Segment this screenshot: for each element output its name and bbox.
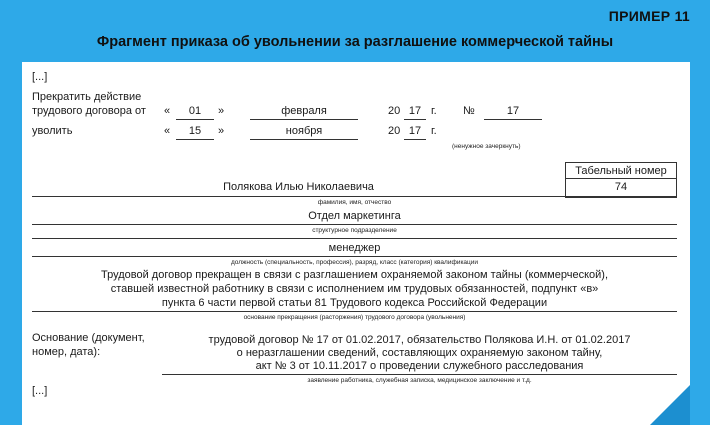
quote-close-2: »	[218, 125, 225, 137]
basis-line-2: о неразглашении сведений, составляющих охраняемую законом тайну,	[236, 347, 603, 359]
contract-year-suffix: г.	[431, 105, 437, 117]
basis-line-3: акт № 3 от 10.11.2017 о проведении служебного расследования	[255, 360, 584, 372]
order-document	[22, 62, 690, 425]
basis-label-line1: Основание (документ,	[32, 332, 145, 344]
number-sign: №	[463, 105, 475, 117]
contract-number: 17	[506, 105, 520, 117]
dismiss-year-suffix: г.	[431, 125, 437, 137]
dismiss-year: 17	[408, 125, 422, 137]
ellipsis-bottom: [...]	[32, 385, 48, 397]
ground-line-1: Трудовой договор прекращен в связи с разглашением охраняемой законом тайны (коммерческой),	[101, 269, 608, 281]
terminate-label-line1: Прекратить действие	[32, 91, 142, 103]
tab-number-value: 74	[614, 181, 628, 193]
example-label: ПРИМЕР 11	[608, 8, 690, 24]
department-caption: структурное подразделение	[312, 227, 397, 234]
ellipsis-top: [...]	[32, 71, 48, 83]
tab-number-divider	[565, 178, 677, 179]
contract-day-line	[176, 119, 214, 120]
contract-year-line	[404, 119, 426, 120]
department-line-2	[32, 238, 677, 239]
dismiss-day: 15	[188, 125, 202, 137]
dismiss-day-line	[176, 139, 214, 140]
department-line	[32, 224, 677, 225]
ground-line-2: ставшей известной работнику в связи с исполнением им трудовых обязанностей, подпункт «в»	[110, 283, 599, 295]
folded-corner	[650, 385, 690, 425]
contract-day: 01	[188, 105, 202, 117]
basis-line-1: трудовой договор № 17 от 01.02.2017, обязательство Полякова И.Н. от 01.02.2017	[208, 334, 631, 346]
dismiss-month: ноября	[285, 125, 323, 137]
contract-year-prefix: 20	[388, 105, 401, 117]
dismiss-year-prefix: 20	[388, 125, 401, 137]
basis-caption: заявление работника, служебная записка, медицинское заключение и т.д.	[307, 377, 532, 384]
page-title: Фрагмент приказа об увольнении за разглашение коммерческой тайны	[96, 34, 614, 50]
contract-year: 17	[408, 105, 422, 117]
department: Отдел маркетинга	[308, 210, 401, 222]
ground-caption: основание прекращения (расторжения) трудового договора (увольнения)	[243, 314, 466, 321]
dismiss-month-line	[250, 139, 358, 140]
basis-line	[162, 374, 677, 375]
terminate-label-line2: трудового договора от	[32, 105, 146, 117]
contract-number-line	[484, 119, 542, 120]
name-line	[32, 196, 677, 197]
name-caption: фамилия, имя, отчество	[317, 199, 392, 206]
contract-month: февраля	[281, 105, 327, 117]
ground-line-3: пункта 6 части первой статьи 81 Трудового кодекса Российской Федерации	[161, 297, 548, 309]
quote-open-2: «	[164, 125, 171, 137]
quote-close: »	[218, 105, 225, 117]
dismiss-label: уволить	[32, 125, 73, 137]
employee-name: Полякова Илью Николаевича	[223, 181, 374, 193]
quote-open: «	[164, 105, 171, 117]
position-line	[32, 256, 677, 257]
position: менеджер	[328, 242, 381, 254]
tab-number-header: Табельный номер	[575, 165, 667, 177]
dismiss-year-line	[404, 139, 426, 140]
basis-label-line2: номер, дата):	[32, 346, 101, 358]
contract-month-line	[250, 119, 358, 120]
strike-note: (ненужное зачеркнуть)	[452, 143, 521, 150]
position-caption: должность (специальность, профессия), разряд, класс (категория) квалификации	[230, 259, 479, 266]
ground-line	[32, 311, 677, 312]
